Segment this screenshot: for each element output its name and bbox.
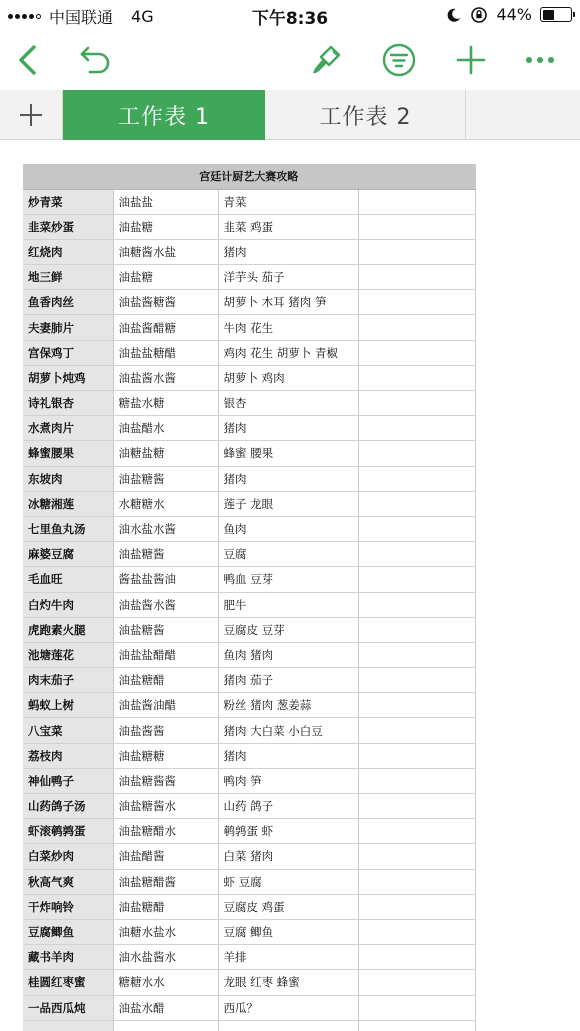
dish-name-cell[interactable]: 白菜炒肉 xyxy=(23,844,113,869)
dish-name-cell[interactable]: 炒青菜 xyxy=(23,189,113,214)
ingredients-cell[interactable]: 猪肉 xyxy=(218,416,358,441)
empty-cell[interactable] xyxy=(358,693,475,718)
filter-button[interactable] xyxy=(379,40,419,80)
empty-cell[interactable] xyxy=(358,189,475,214)
ingredients-cell[interactable]: 猪肉 xyxy=(218,743,358,768)
ingredients-cell[interactable]: 肥牛 xyxy=(218,592,358,617)
empty-cell[interactable] xyxy=(358,970,475,995)
carrier-name: 中国联通 xyxy=(49,8,114,27)
seasoning-cell[interactable]: 油盐酱酱 xyxy=(113,718,218,743)
dish-name-cell[interactable]: 鱼香肉丝 xyxy=(23,290,113,315)
table-row xyxy=(23,743,475,768)
table-row xyxy=(23,542,475,567)
ingredients-cell[interactable]: 粉丝 猪肉 葱姜蒜 xyxy=(218,693,358,718)
empty-cell[interactable] xyxy=(358,743,475,768)
seasoning-cell[interactable]: 油盐糖 xyxy=(113,265,218,290)
empty-cell[interactable] xyxy=(358,365,475,390)
empty-cell[interactable] xyxy=(358,542,475,567)
ingredients-cell[interactable]: 鹌鹑蛋 虾 xyxy=(218,819,358,844)
tab-sheet-1[interactable]: 工作表 1 xyxy=(63,90,265,140)
empty-cell[interactable] xyxy=(358,844,475,869)
empty-cell[interactable] xyxy=(23,1020,113,1031)
table-title-row xyxy=(23,164,475,189)
ingredients-cell[interactable]: 鸭血 豆芽 xyxy=(218,567,358,592)
dish-name-cell[interactable]: 地三鲜 xyxy=(23,265,113,290)
ingredients-cell[interactable]: 白菜 猪肉 xyxy=(218,844,358,869)
toolbar xyxy=(0,30,580,88)
ingredients-cell[interactable]: 豆腐 鲫鱼 xyxy=(218,919,358,944)
tab-sheet-2[interactable]: 工作表 2 xyxy=(265,90,466,140)
table-row xyxy=(23,995,475,1020)
table-row xyxy=(23,945,475,970)
seasoning-cell[interactable]: 糖盐水糖 xyxy=(113,391,218,416)
dish-name-cell[interactable]: 诗礼银杏 xyxy=(23,391,113,416)
table-row xyxy=(23,189,475,214)
back-button[interactable] xyxy=(8,40,48,80)
dish-name-cell[interactable]: 韭菜炒蛋 xyxy=(23,214,113,239)
status-bar xyxy=(0,0,580,30)
empty-cell[interactable] xyxy=(113,1020,218,1031)
empty-cell[interactable] xyxy=(358,919,475,944)
empty-cell[interactable] xyxy=(358,265,475,290)
sheet-tab-bar xyxy=(0,90,580,140)
dish-name-cell[interactable]: 东坡肉 xyxy=(23,466,113,491)
dish-name-cell[interactable]: 八宝菜 xyxy=(23,718,113,743)
ingredients-cell[interactable]: 莲子 龙眼 xyxy=(218,491,358,516)
dish-name-cell[interactable]: 秋高气爽 xyxy=(23,869,113,894)
battery-percent: 44% xyxy=(496,5,532,24)
orientation-lock-icon xyxy=(470,6,488,24)
empty-cell[interactable] xyxy=(358,995,475,1020)
table-row xyxy=(23,239,475,264)
table-row xyxy=(23,970,475,995)
ingredients-cell[interactable]: 鸡肉 花生 胡萝卜 青椒 xyxy=(218,340,358,365)
empty-cell[interactable] xyxy=(218,1020,358,1031)
dish-name-cell[interactable]: 白灼牛肉 xyxy=(23,592,113,617)
seasoning-cell[interactable]: 油盐酱醋糖 xyxy=(113,315,218,340)
seasoning-cell[interactable]: 油盐醋水 xyxy=(113,416,218,441)
table-row xyxy=(23,365,475,390)
empty-cell[interactable] xyxy=(358,768,475,793)
table-row xyxy=(23,416,475,441)
empty-cell[interactable] xyxy=(358,617,475,642)
seasoning-cell[interactable]: 油糖水盐水 xyxy=(113,919,218,944)
dish-name-cell[interactable]: 干炸响铃 xyxy=(23,894,113,919)
table-row xyxy=(23,794,475,819)
table-row xyxy=(23,894,475,919)
dish-name-cell[interactable]: 山药鸽子汤 xyxy=(23,794,113,819)
ingredients-cell[interactable]: 鸭肉 笋 xyxy=(218,768,358,793)
empty-cell[interactable] xyxy=(358,794,475,819)
dish-name-cell[interactable]: 藏书羊肉 xyxy=(23,945,113,970)
ingredients-cell[interactable]: 猪肉 xyxy=(218,239,358,264)
format-button[interactable] xyxy=(306,40,346,80)
dish-name-cell[interactable]: 夫妻肺片 xyxy=(23,315,113,340)
seasoning-cell[interactable]: 油水盐水酱 xyxy=(113,516,218,541)
dish-name-cell[interactable]: 冰糖湘莲 xyxy=(23,491,113,516)
empty-cell[interactable] xyxy=(358,668,475,693)
dish-name-cell[interactable]: 虾滚鹌鹑蛋 xyxy=(23,819,113,844)
moon-icon xyxy=(446,7,462,23)
ingredients-cell[interactable]: 青菜 xyxy=(218,189,358,214)
table-row xyxy=(23,290,475,315)
dish-name-cell[interactable]: 桂圆红枣蜜 xyxy=(23,970,113,995)
dish-name-cell[interactable]: 神仙鸭子 xyxy=(23,768,113,793)
seasoning-cell[interactable]: 油盐糖酱酱 xyxy=(113,768,218,793)
table-row xyxy=(23,265,475,290)
dish-name-cell[interactable]: 麻婆豆腐 xyxy=(23,542,113,567)
undo-icon xyxy=(78,45,112,75)
seasoning-cell[interactable]: 油盐糖糖 xyxy=(113,743,218,768)
seasoning-cell[interactable]: 油盐糖醋水 xyxy=(113,819,218,844)
dish-name-cell[interactable]: 红烧肉 xyxy=(23,239,113,264)
dish-name-cell[interactable]: 宫保鸡丁 xyxy=(23,340,113,365)
dish-name-cell[interactable]: 荔枝肉 xyxy=(23,743,113,768)
add-sheet-icon xyxy=(19,103,43,127)
seasoning-cell[interactable]: 油糖酱水盐 xyxy=(113,239,218,264)
seasoning-cell[interactable]: 油盐酱糖酱 xyxy=(113,290,218,315)
seasoning-cell[interactable]: 油盐糖 xyxy=(113,214,218,239)
dish-name-cell[interactable]: 蚂蚁上树 xyxy=(23,693,113,718)
seasoning-cell[interactable]: 油盐酱水酱 xyxy=(113,365,218,390)
seasoning-cell[interactable]: 油盐糖酱 xyxy=(113,542,218,567)
empty-cell[interactable] xyxy=(358,567,475,592)
ingredients-cell[interactable]: 虾 豆腐 xyxy=(218,869,358,894)
table-row xyxy=(23,844,475,869)
add-icon xyxy=(455,44,487,76)
table-row xyxy=(23,391,475,416)
table-row-blank xyxy=(23,1020,475,1031)
seasoning-cell[interactable]: 油盐糖酱水 xyxy=(113,794,218,819)
table-row xyxy=(23,567,475,592)
empty-cell[interactable] xyxy=(358,894,475,919)
table-row xyxy=(23,340,475,365)
dish-name-cell[interactable]: 池塘莲花 xyxy=(23,642,113,667)
empty-cell[interactable] xyxy=(358,239,475,264)
seasoning-cell[interactable]: 油盐盐糖醋 xyxy=(113,340,218,365)
empty-cell[interactable] xyxy=(358,642,475,667)
seasoning-cell[interactable]: 油盐醋酱 xyxy=(113,844,218,869)
table-row xyxy=(23,441,475,466)
seasoning-cell[interactable]: 酱盐盐酱油 xyxy=(113,567,218,592)
format-brush-icon xyxy=(309,43,343,77)
empty-cell[interactable] xyxy=(358,819,475,844)
seasoning-cell[interactable]: 糖糖水水 xyxy=(113,970,218,995)
empty-cell[interactable] xyxy=(358,214,475,239)
ingredients-cell[interactable]: 龙眼 红枣 蜂蜜 xyxy=(218,970,358,995)
ingredients-cell[interactable]: 西瓜？ xyxy=(218,995,358,1020)
table-row xyxy=(23,869,475,894)
battery-icon xyxy=(540,7,572,22)
status-time: 下午8:36 xyxy=(251,9,329,29)
table-row xyxy=(23,768,475,793)
table-row xyxy=(23,642,475,667)
table-title[interactable]: 宫廷计厨艺大赛攻略 xyxy=(23,164,475,189)
empty-cell[interactable] xyxy=(358,391,475,416)
more-button[interactable] xyxy=(520,40,560,80)
network-type: 4G xyxy=(131,7,154,26)
spreadsheet-table xyxy=(23,164,476,1031)
table-row xyxy=(23,819,475,844)
dish-name-cell[interactable]: 一品西瓜炖 xyxy=(23,995,113,1020)
table-row xyxy=(23,516,475,541)
dish-name-cell[interactable]: 毛血旺 xyxy=(23,567,113,592)
table-row xyxy=(23,718,475,743)
more-icon xyxy=(525,55,555,65)
table-row xyxy=(23,592,475,617)
empty-cell[interactable] xyxy=(358,945,475,970)
seasoning-cell[interactable]: 油盐糖醋 xyxy=(113,894,218,919)
dish-name-cell[interactable]: 肉末茄子 xyxy=(23,668,113,693)
ingredients-cell[interactable]: 猪肉 xyxy=(218,466,358,491)
ingredients-cell[interactable]: 猪肉 大白菜 小白豆 xyxy=(218,718,358,743)
table-row xyxy=(23,668,475,693)
ingredients-cell[interactable]: 羊排 xyxy=(218,945,358,970)
empty-cell[interactable] xyxy=(358,466,475,491)
table-row xyxy=(23,491,475,516)
empty-cell[interactable] xyxy=(358,315,475,340)
ingredients-cell[interactable]: 鱼肉 猪肉 xyxy=(218,642,358,667)
seasoning-cell[interactable]: 油盐糖酱 xyxy=(113,466,218,491)
filter-icon xyxy=(382,43,416,77)
seasoning-cell[interactable]: 油盐糖醋酱 xyxy=(113,869,218,894)
empty-cell[interactable] xyxy=(358,1020,475,1031)
ingredients-cell[interactable]: 山药 鸽子 xyxy=(218,794,358,819)
table-row xyxy=(23,919,475,944)
empty-cell[interactable] xyxy=(358,340,475,365)
seasoning-cell[interactable]: 油盐糖醋 xyxy=(113,668,218,693)
seasoning-cell[interactable]: 油水盐酱水 xyxy=(113,945,218,970)
status-right xyxy=(446,5,572,24)
dish-name-cell[interactable]: 胡萝卜炖鸡 xyxy=(23,365,113,390)
ingredients-cell[interactable]: 银杏 xyxy=(218,391,358,416)
ingredients-cell[interactable]: 胡萝卜 鸡肉 xyxy=(218,365,358,390)
empty-cell[interactable] xyxy=(358,516,475,541)
empty-cell[interactable] xyxy=(358,416,475,441)
table-row xyxy=(23,617,475,642)
ingredients-cell[interactable]: 豆腐 xyxy=(218,542,358,567)
ingredients-cell[interactable]: 牛肉 花生 xyxy=(218,315,358,340)
table-row xyxy=(23,693,475,718)
seasoning-cell[interactable]: 油盐盐 xyxy=(113,189,218,214)
empty-cell[interactable] xyxy=(358,491,475,516)
dish-name-cell[interactable]: 水煮肉片 xyxy=(23,416,113,441)
back-chevron-icon xyxy=(16,44,40,76)
table-row xyxy=(23,466,475,491)
ingredients-cell[interactable]: 豆腐皮 豆芽 xyxy=(218,617,358,642)
add-button[interactable] xyxy=(451,40,491,80)
ingredients-cell[interactable]: 鱼肉 xyxy=(218,516,358,541)
table-row xyxy=(23,315,475,340)
ingredients-cell[interactable]: 蜂蜜 腰果 xyxy=(218,441,358,466)
ingredients-cell[interactable]: 豆腐皮 鸡蛋 xyxy=(218,894,358,919)
seasoning-cell[interactable]: 油盐糖酱 xyxy=(113,617,218,642)
empty-cell[interactable] xyxy=(358,441,475,466)
ingredients-cell[interactable]: 洋芋头 茄子 xyxy=(218,265,358,290)
seasoning-cell[interactable]: 油盐酱水酱 xyxy=(113,592,218,617)
ingredients-cell[interactable]: 猪肉 茄子 xyxy=(218,668,358,693)
undo-button[interactable] xyxy=(75,40,115,80)
ingredients-cell[interactable]: 韭菜 鸡蛋 xyxy=(218,214,358,239)
seasoning-cell[interactable]: 油盐酱油醋 xyxy=(113,693,218,718)
seasoning-cell[interactable]: 油盐水醋 xyxy=(113,995,218,1020)
empty-cell[interactable] xyxy=(358,718,475,743)
seasoning-cell[interactable]: 油盐盐醋醋 xyxy=(113,642,218,667)
dish-name-cell[interactable]: 虎跑素火腿 xyxy=(23,617,113,642)
empty-cell[interactable] xyxy=(358,592,475,617)
empty-cell[interactable] xyxy=(358,290,475,315)
dish-name-cell[interactable]: 七里鱼丸汤 xyxy=(23,516,113,541)
add-sheet-button[interactable] xyxy=(0,90,63,140)
table-row xyxy=(23,214,475,239)
dish-name-cell[interactable]: 豆腐鲫鱼 xyxy=(23,919,113,944)
seasoning-cell[interactable]: 油糖盐糖 xyxy=(113,441,218,466)
seasoning-cell[interactable]: 水糖糖水 xyxy=(113,491,218,516)
dish-name-cell[interactable]: 蜂蜜腰果 xyxy=(23,441,113,466)
ingredients-cell[interactable]: 胡萝卜 木耳 猪肉 笋 xyxy=(218,290,358,315)
battery-level-fill xyxy=(543,10,555,20)
empty-cell[interactable] xyxy=(358,869,475,894)
